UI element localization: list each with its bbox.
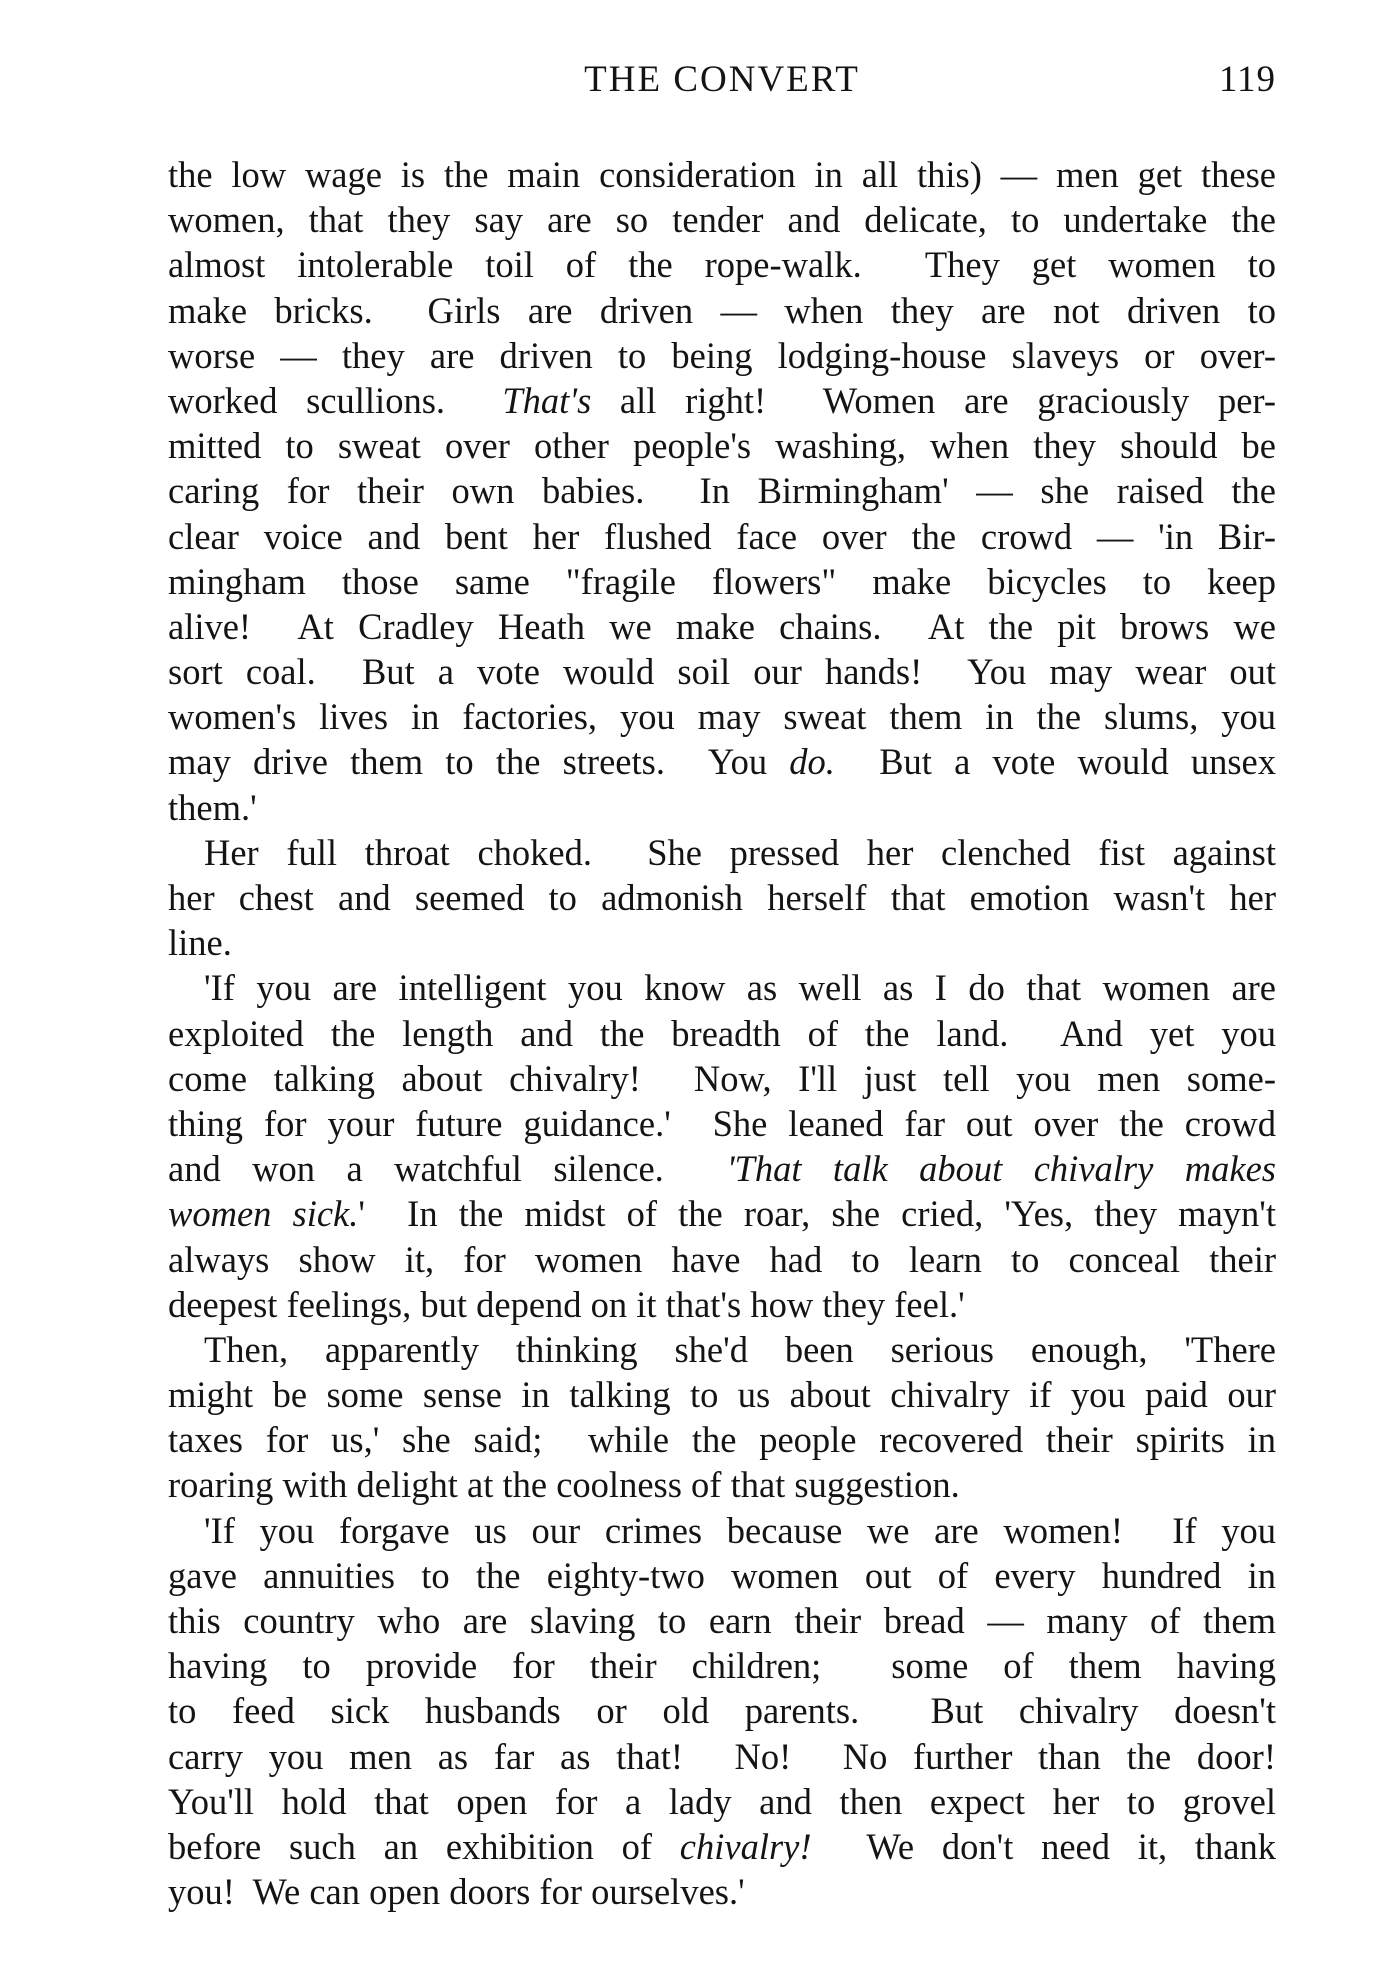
text-segment: roaring with delight at the coolness of that suggestion. [168, 1464, 960, 1506]
text-line [168, 1011, 1276, 1056]
text-line [168, 514, 1276, 559]
text-line [168, 1779, 1276, 1824]
running-head [168, 58, 1276, 106]
text-line [168, 1824, 1276, 1869]
text-segment: worse — they are driven to being lodging-house slaveys or over- [168, 334, 1276, 376]
text-segment: women, that they say are so tender and delicate, to undertake the [168, 199, 1276, 241]
text-segment: alive! At Cradley Heath we make chains. At the pit brows we [168, 605, 1276, 647]
text-line [168, 333, 1276, 378]
text-segment: might be some sense in talking to us about chivalry if you paid our [168, 1374, 1276, 1416]
text-segment: women's lives in factories, you may sweat them in the slums, you [168, 696, 1276, 738]
page-number: 119 [1218, 59, 1276, 100]
text-segment: before such an exhibition of [168, 1825, 680, 1867]
text-segment: carry you men as far as that! No! No further than the door! [168, 1735, 1276, 1777]
text-segment: caring for their own babies. In Birmingham' — she raised the [168, 470, 1276, 512]
text-line [168, 288, 1276, 333]
text-line [168, 1056, 1276, 1101]
text-line [168, 1688, 1276, 1733]
text-segment: taxes for us,' she said; while the people recovered their spirits in [168, 1419, 1276, 1461]
text-segment: deepest feelings, but depend on it that's how they feel.' [168, 1283, 965, 1325]
text-segment: 'If you forgave us our crimes because we are women! If you [204, 1509, 1276, 1551]
text-line [168, 1372, 1276, 1417]
text-line [168, 694, 1276, 739]
text-segment: mingham those same "fragile flowers" make bicycles to keep [168, 560, 1276, 602]
text-segment: Then, apparently thinking she'd been serious enough, 'There [204, 1328, 1276, 1370]
text-line [168, 423, 1276, 468]
text-segment: thing for your future guidance.' She leaned far out over the crowd [168, 1102, 1276, 1144]
text-line [168, 152, 1276, 197]
italic-text: 'That talk about chivalry makes [726, 1148, 1277, 1190]
text-segment: all right! Women are graciously per- [591, 379, 1276, 421]
text-segment: exploited the length and the breadth of the land. And yet you [168, 1012, 1276, 1054]
text-line [168, 1237, 1276, 1282]
text-line [168, 1191, 1276, 1236]
italic-text: do. [789, 741, 835, 783]
text-line [168, 197, 1276, 242]
text-line [168, 1643, 1276, 1688]
text-segment: to feed sick husbands or old parents. But chivalry doesn't [168, 1690, 1276, 1732]
italic-text: women sick. [168, 1193, 359, 1235]
text-line [168, 242, 1276, 287]
text-segment: make bricks. Girls are driven — when they are not driven to [168, 289, 1276, 331]
text-segment: sort coal. But a vote would soil our hands! You may wear out [168, 651, 1276, 693]
text-segment: them.' [168, 786, 257, 828]
text-segment: You'll hold that open for a lady and then expect her to grovel [168, 1780, 1276, 1822]
text-segment: this country who are slaving to earn their bread — many of them [168, 1600, 1276, 1641]
text-line [168, 739, 1276, 784]
text-segment: But a vote would unsex [834, 741, 1276, 783]
text-segment: having to provide for their children; some of them having [168, 1645, 1276, 1687]
text-line [168, 920, 1276, 965]
text-line [168, 965, 1276, 1010]
text-segment: ' In the midst of the roar, she cried, 'Yes, they mayn't [358, 1193, 1276, 1235]
text-line [168, 1462, 1276, 1507]
text-line [168, 1282, 1276, 1327]
text-segment: clear voice and bent her flushed face over the crowd — 'in Bir- [168, 515, 1276, 557]
text-segment: always show it, for women have had to learn to conceal their [168, 1238, 1276, 1280]
text-segment: We don't need it, thank [811, 1825, 1277, 1867]
text-line [168, 649, 1276, 694]
text-line [168, 1417, 1276, 1462]
text-segment: worked scullions. [168, 379, 503, 421]
text-line [168, 1146, 1276, 1191]
text-line [168, 1734, 1276, 1779]
italic-text: chivalry! [679, 1825, 812, 1867]
text-line [168, 785, 1276, 830]
text-line [168, 1508, 1276, 1553]
text-segment: and won a watchful silence. [168, 1148, 727, 1190]
text-segment: come talking about chivalry! Now, I'll just tell you men some- [168, 1057, 1276, 1099]
text-line [168, 468, 1276, 513]
text-segment: line. [168, 922, 232, 964]
text-line [168, 1598, 1276, 1643]
text-segment: you! We can open doors for ourselves.' [168, 1871, 745, 1913]
text-line [168, 1553, 1276, 1598]
text-segment: Her full throat choked. She pressed her clenched fist against [204, 831, 1276, 873]
text-segment: gave annuities to the eighty-two women out of every hundred in [168, 1554, 1276, 1596]
text-segment: almost intolerable toil of the rope-walk. They get women to [168, 244, 1276, 286]
body-text [168, 152, 1276, 1914]
italic-text: That's [502, 379, 592, 421]
text-line [168, 830, 1276, 875]
text-segment: may drive them to the streets. You [168, 741, 790, 783]
text-line [168, 875, 1276, 920]
text-segment: mitted to sweat over other people's washing, when they should be [168, 425, 1276, 467]
text-segment: her chest and seemed to admonish herself that emotion wasn't her [168, 877, 1276, 918]
text-line [168, 1327, 1276, 1372]
text-line [168, 1869, 1276, 1914]
text-line [168, 378, 1276, 423]
text-line [168, 604, 1276, 649]
running-title: THE CONVERT [584, 59, 860, 100]
text-segment: the low wage is the main consideration in all this) — men get these [168, 154, 1276, 195]
text-line [168, 559, 1276, 604]
text-segment: 'If you are intelligent you know as well as I do that women are [204, 967, 1276, 1009]
text-line [168, 1101, 1276, 1146]
